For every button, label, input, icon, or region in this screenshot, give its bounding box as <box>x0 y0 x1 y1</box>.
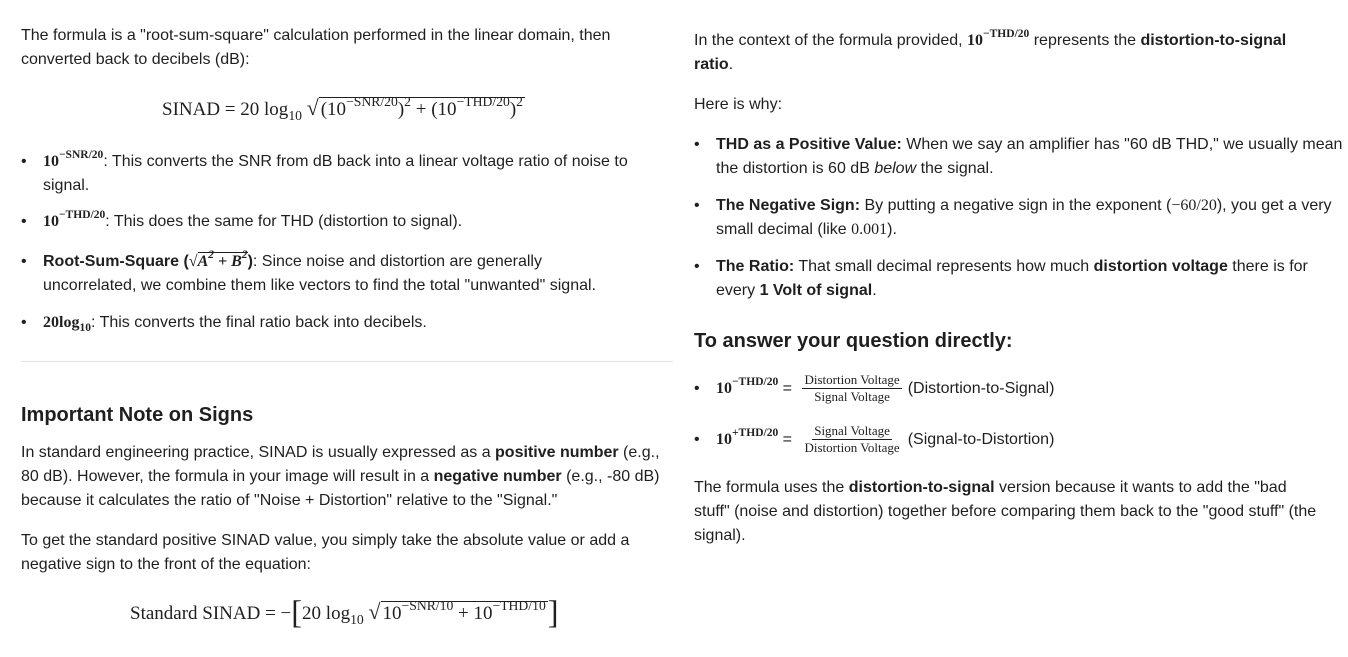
sqrt-icon: √ <box>368 600 381 625</box>
list-item: • $20\log_{10}$: This converts the final ratio back into decibels. <box>21 311 663 335</box>
sinad-formula: SINAD = 20 $\log_{10}$ √ $(10^{-SNR/20})^2 + (10^{-THD/20})^2$ <box>162 93 524 123</box>
list-item: • $10^{-THD/20}$: This does the same for THD (distortion to signal). <box>21 210 663 234</box>
section-divider <box>21 361 673 362</box>
list-item: • The Negative Sign: By putting a negative sign in the exponent (−60/20), you get a very small decimal (like 0.001). <box>694 194 1344 242</box>
note-heading: Important Note on Signs <box>21 404 254 426</box>
sqrt-icon: √ <box>306 96 319 120</box>
answer-heading: To answer your question directly: <box>694 330 1013 352</box>
standard-sinad-formula: Standard SINAD = −[20 $\log_{10}$ √ $10^{-SNR/10} + 10^{-THD/10}$] <box>130 594 559 630</box>
list-item: • The Ratio: That small decimal represents how much distortion voltage there is for every 1 Volt of signal. <box>694 255 1344 303</box>
answer-item: • $10^{+THD/20}$ = $\frac{\text{Signal Voltage}}{\text{Distortion Voltage}}$ (Signal-to-Distortion) <box>694 422 1344 458</box>
note-paragraph-2: To get the standard positive SINAD value, you simply take the absolute value or add a negative sign to the front of the equation: <box>21 532 630 573</box>
list-item: • THD as a Positive Value: When we say an amplifier has "60 dB THD," we usually mean the distortion is 60 dB below the signal. <box>694 133 1344 181</box>
list-item: • Root-Sum-Square $(√A^2 + B^2)$: Since noise and distortion are generally uncorrelated, we combine them like vectors to find the total "unwanted" signal. <box>21 250 633 298</box>
intro-paragraph: In the context of the formula provided, $10^{-THD/20}$ represents the distortion-to-signal ratio. <box>694 27 1287 73</box>
sqrt-icon: √ <box>188 253 198 270</box>
answer-item: • $10^{-THD/20}$ = $\frac{\text{Distortion Voltage}}{\text{Signal Voltage}}$ (Distortion-to-Signal) <box>694 371 1344 407</box>
list-item: • $10^{-SNR/20}$: This converts the SNR from dB back into a linear voltage ratio of noise to signal. <box>21 150 663 198</box>
intro-paragraph: The formula is a "root-sum-square" calculation performed in the linear domain, then converted back to decibels (dB): <box>21 27 611 68</box>
conclusion-paragraph: The formula uses the distortion-to-signal version because it wants to add the "bad stuff" (noise and distortion) together before comparing them back to the "good stuff" (the signal). <box>694 479 1317 544</box>
why-text: Here is why: <box>694 96 783 113</box>
note-paragraph: In standard engineering practice, SINAD is usually expressed as a positive number (e.g., 80 dB). However, the formula in your image will result in a negative number (e.g., -80 dB) because it calculates the ratio of "Noise + Distortion" relative to the "Signal." <box>21 444 660 509</box>
